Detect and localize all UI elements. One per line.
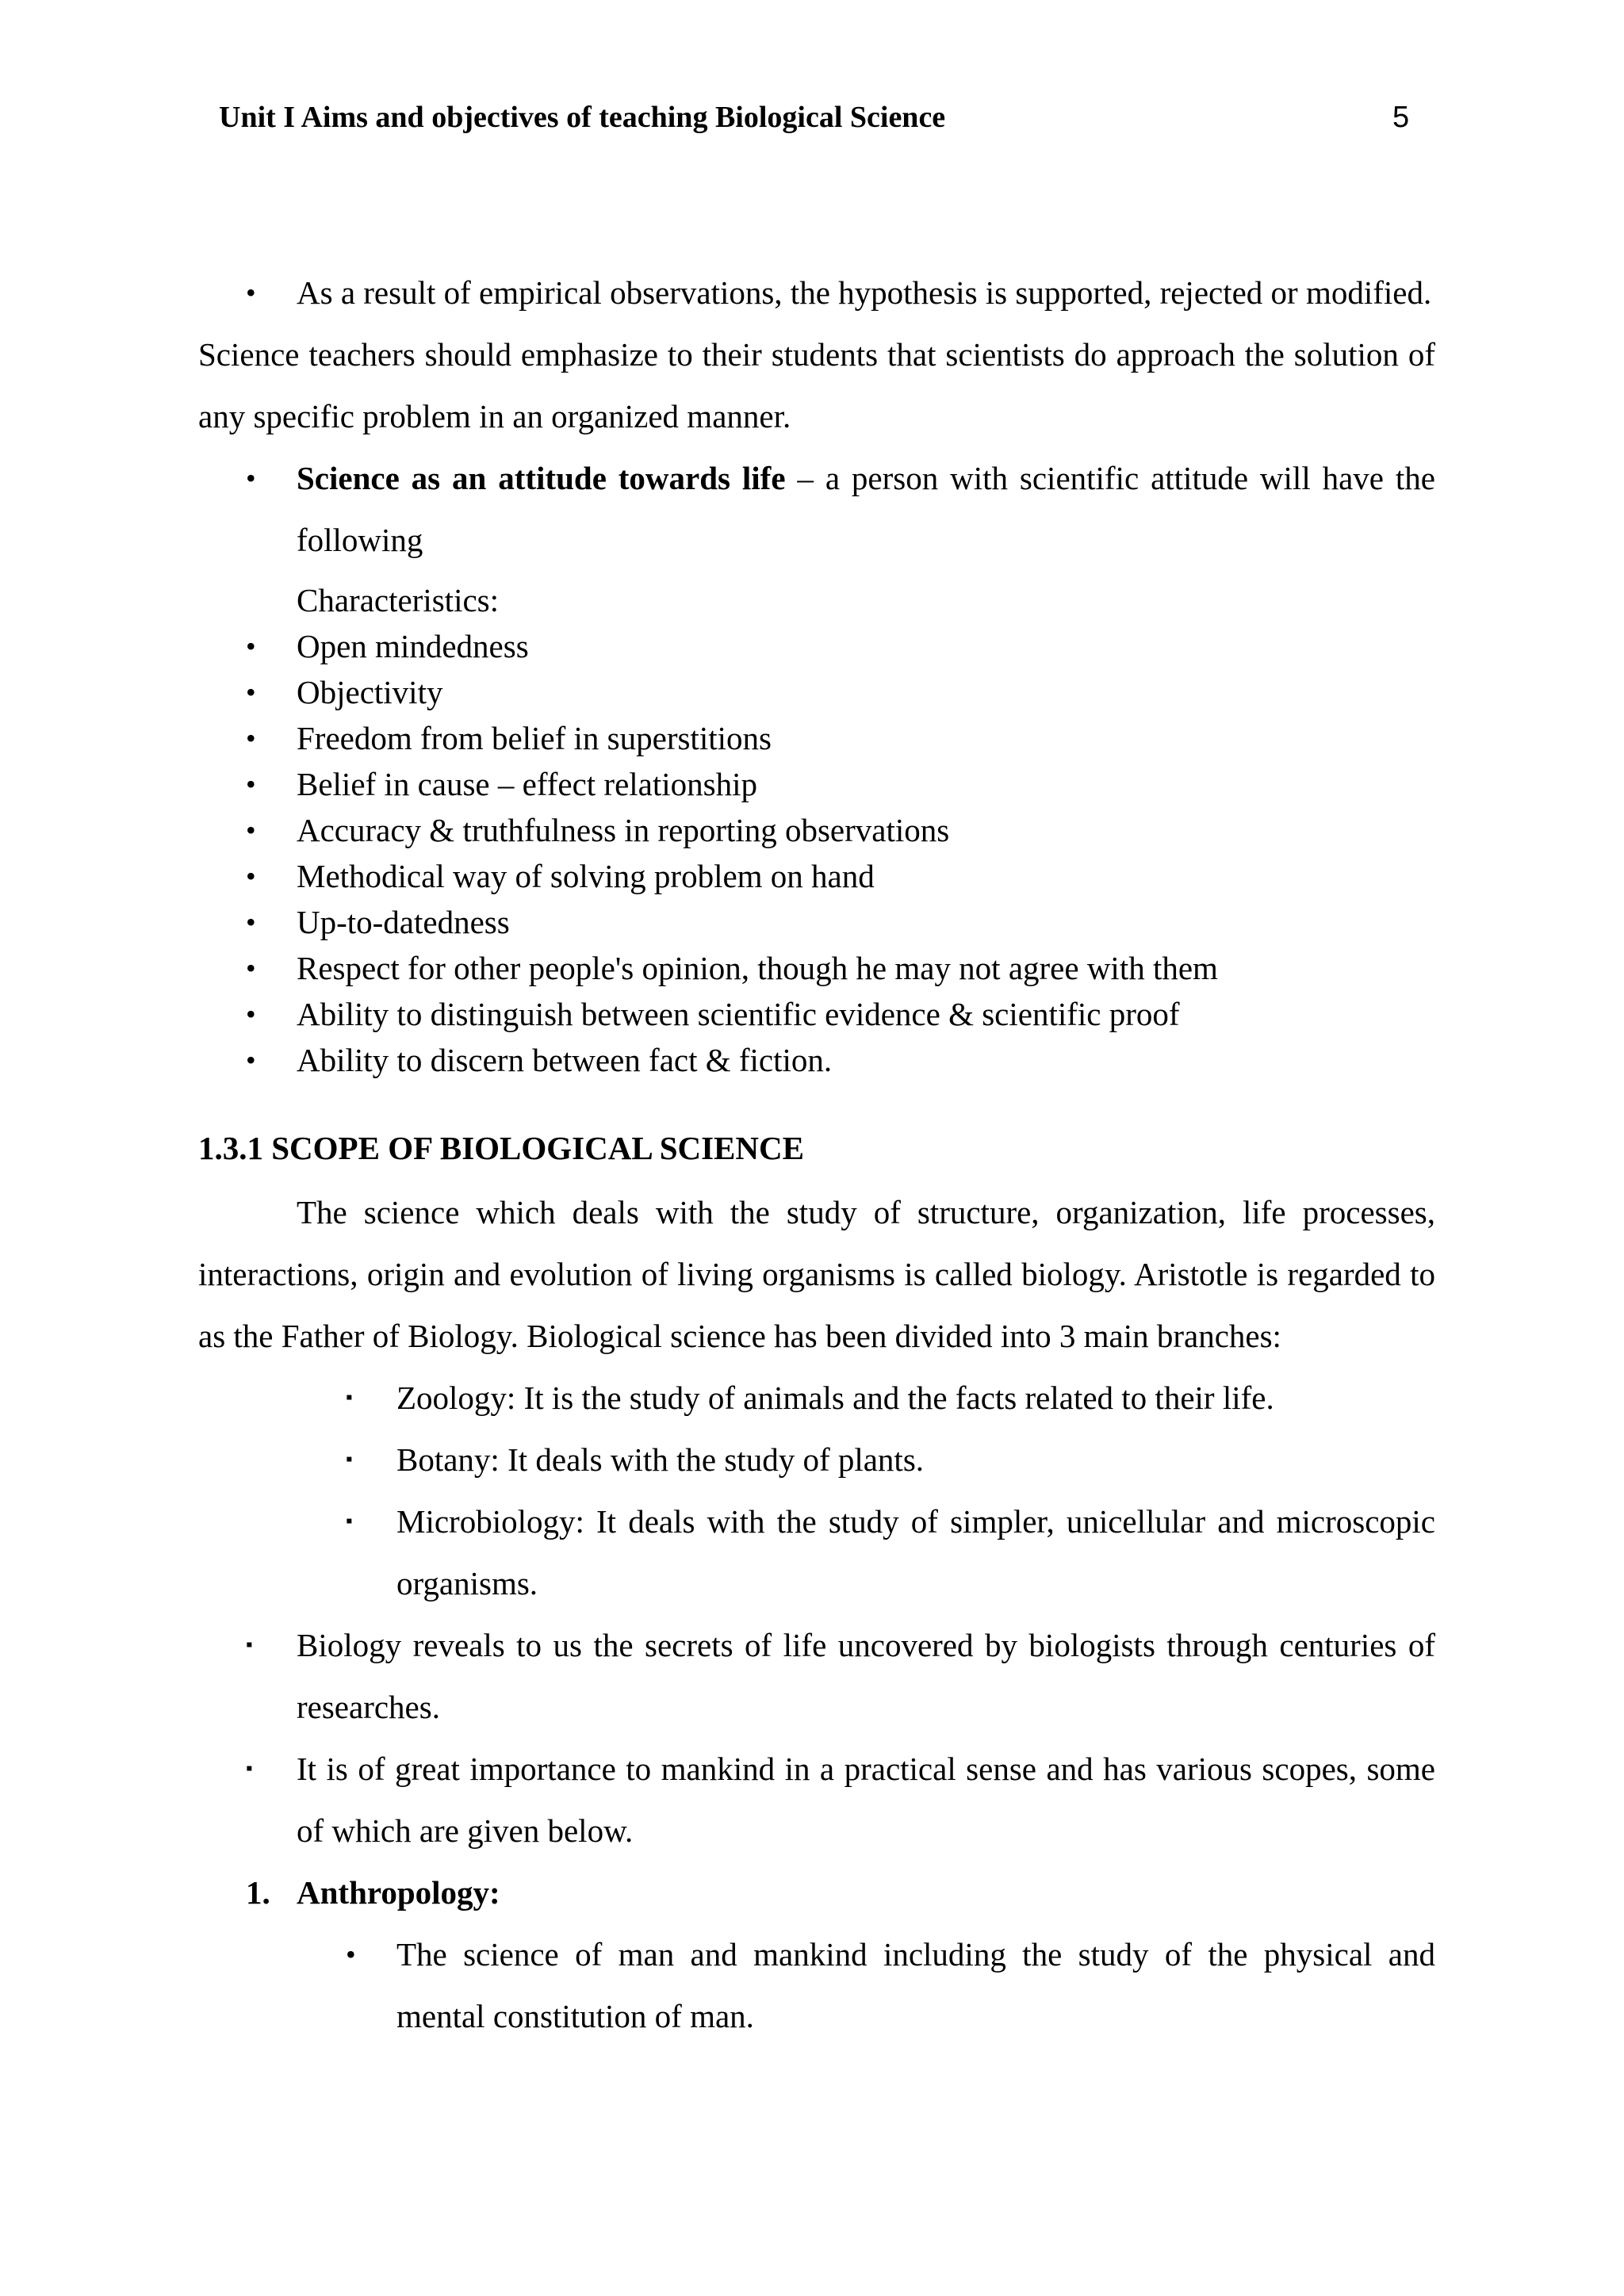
round-bullet-icon: • bbox=[246, 814, 256, 846]
list-item-text: Belief in cause – effect relationship bbox=[297, 766, 757, 802]
list-item-text: Up-to-datedness bbox=[297, 904, 510, 940]
section-heading-scope: 1.3.1 SCOPE OF BIOLOGICAL SCIENCE bbox=[198, 1130, 804, 1166]
list-item bbox=[198, 945, 1435, 991]
round-bullet-icon: • bbox=[246, 676, 256, 708]
page-number: 5 bbox=[1392, 101, 1410, 134]
square-bullet-icon: ▪ bbox=[246, 1635, 253, 1655]
list-item-text: Biology reveals to us the secrets of life uncovered by biologists through centuries of researches. bbox=[297, 1627, 1435, 1725]
list-item-text: Open mindedness bbox=[297, 628, 529, 664]
list-item bbox=[198, 807, 1435, 853]
list-item-text: Methodical way of solving problem on hand bbox=[297, 858, 875, 894]
list-item bbox=[198, 899, 1435, 945]
round-bullet-icon: • bbox=[246, 1044, 256, 1076]
round-bullet-icon: • bbox=[246, 630, 256, 662]
round-bullet-icon: • bbox=[246, 722, 256, 754]
characteristics-label: Characteristics: bbox=[297, 582, 500, 618]
paragraph-biology-definition: The science which deals with the study of structure, organization, life processes, interactions, origin and evolution of living organisms is called biology. Aristotle is regarded to as the Father of Biology. Biological science has been divided into 3 main branches: bbox=[198, 1194, 1435, 1354]
bullet-text: As a result of empirical observations, the hypothesis is supported, rejected or modified. bbox=[297, 274, 1432, 311]
attitude-description: – a person with scientific attitude will have the following bbox=[297, 460, 1435, 558]
list-item bbox=[198, 1490, 1435, 1614]
list-item bbox=[198, 1429, 1435, 1490]
list-item bbox=[198, 1367, 1435, 1429]
list-item bbox=[198, 715, 1435, 761]
round-bullet-icon: • bbox=[246, 462, 256, 494]
square-bullet-icon: ▪ bbox=[346, 1449, 353, 1470]
list-item-text: The science of man and mankind including the study of the physical and mental constitution of man. bbox=[396, 1936, 1435, 2034]
list-item bbox=[198, 669, 1435, 715]
numbered-heading-anthropology bbox=[198, 1862, 1435, 1923]
characteristics-list bbox=[198, 623, 1435, 1083]
scope-points-list bbox=[198, 1614, 1435, 1862]
list-item-text: Respect for other people's opinion, though he may not agree with them bbox=[297, 950, 1218, 986]
list-item-text: Zoology: It is the study of animals and the facts related to their life. bbox=[396, 1380, 1274, 1416]
round-bullet-icon: • bbox=[246, 860, 256, 892]
paragraph-science-teachers: Science teachers should emphasize to their students that scientists do approach the solution of any specific problem in an organized manner. bbox=[198, 336, 1435, 434]
square-bullet-icon: ▪ bbox=[346, 1387, 353, 1408]
bullet-item-empirical bbox=[198, 262, 1435, 323]
list-item bbox=[198, 853, 1435, 899]
branches-list bbox=[198, 1367, 1435, 1614]
round-bullet-icon: • bbox=[246, 277, 256, 308]
list-item bbox=[198, 623, 1435, 669]
list-item bbox=[198, 991, 1435, 1037]
list-item-text: Botany: It deals with the study of plants. bbox=[396, 1441, 925, 1478]
list-item-text: Ability to distinguish between scientific evidence & scientific proof bbox=[297, 996, 1180, 1032]
square-bullet-icon: ▪ bbox=[346, 1511, 353, 1532]
square-bullet-icon: ▪ bbox=[246, 1758, 253, 1779]
item-number: 1. bbox=[246, 1874, 270, 1911]
bullet-item-attitude bbox=[198, 447, 1435, 571]
bold-term: Science as an attitude towards life bbox=[297, 460, 786, 496]
list-item-text: Accuracy & truthfulness in reporting observations bbox=[297, 812, 950, 848]
list-item bbox=[198, 1037, 1435, 1083]
list-item-text: Objectivity bbox=[297, 674, 443, 710]
bullet-text bbox=[297, 447, 1435, 571]
list-item bbox=[198, 1923, 1435, 2047]
round-bullet-icon: • bbox=[246, 952, 256, 984]
list-item bbox=[198, 1738, 1435, 1862]
running-header-title: Unit I Aims and objectives of teaching Biological Science bbox=[219, 101, 946, 134]
list-item-text: Microbiology: It deals with the study of simpler, unicellular and microscopic organisms. bbox=[396, 1503, 1435, 1601]
numbered-heading-text: Anthropology: bbox=[297, 1874, 500, 1911]
round-bullet-icon: • bbox=[246, 768, 256, 800]
round-bullet-icon: • bbox=[246, 906, 256, 938]
list-item-text: It is of great importance to mankind in a practical sense and has various scopes, some of which are given below. bbox=[297, 1751, 1435, 1849]
round-bullet-icon: • bbox=[246, 998, 256, 1030]
round-bullet-icon: • bbox=[346, 1938, 356, 1970]
list-item-text: Ability to discern between fact & fiction. bbox=[297, 1042, 833, 1078]
list-item bbox=[198, 1614, 1435, 1738]
page-content bbox=[198, 262, 1435, 2047]
list-item bbox=[198, 761, 1435, 807]
characteristics-label-row bbox=[198, 577, 1435, 623]
list-item-text: Freedom from belief in superstitions bbox=[297, 720, 772, 756]
